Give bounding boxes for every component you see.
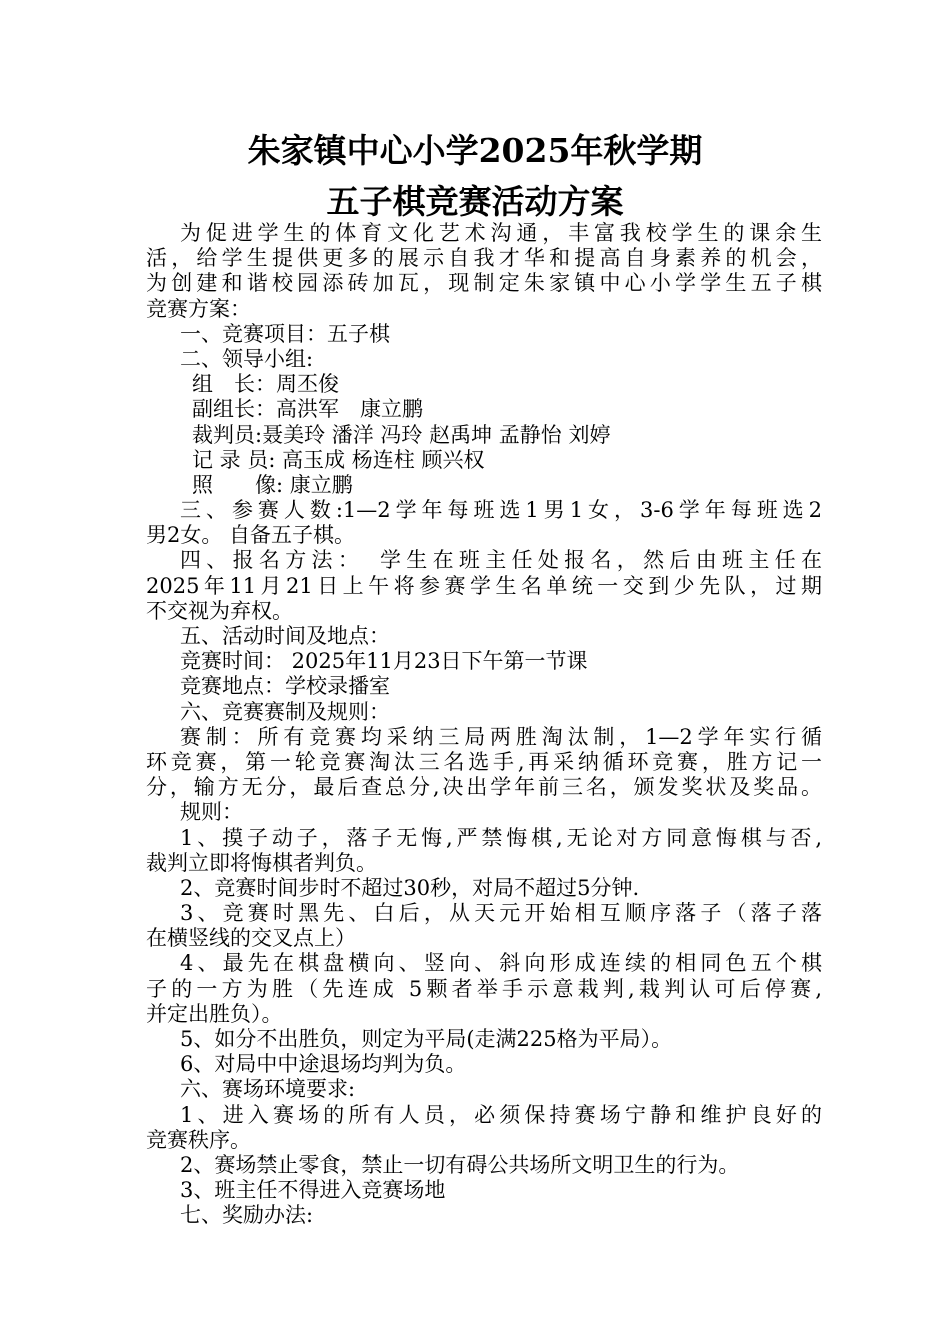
- document-body: [146, 221, 822, 1229]
- paragraph-line: 分，输方无分，最后查总分,决出学年前三名，颁发奖状及奖品。: [146, 775, 822, 800]
- requirement-line: 3、班主任不得进入竞赛场地: [180, 1178, 446, 1203]
- section-heading: 六、赛场环境要求:: [180, 1077, 356, 1102]
- member-line: 裁判员:聂美玲 潘洋 冯玲 赵禹坤 孟静怡 刘婷: [192, 422, 611, 447]
- paragraph-line: 不交视为弃权。: [146, 598, 293, 623]
- rule-line: 6、对局中中途退场均判为负。: [180, 1052, 467, 1077]
- member-line: 记 录 员: 高玉成 杨连柱 顾兴权: [192, 447, 485, 472]
- rule-line: 在横竖线的交叉点上）: [146, 926, 356, 951]
- section-heading: 六、竞赛赛制及规则：: [180, 699, 390, 724]
- paragraph-line: 四、报名方法： 学生在班主任处报名，然后由班主任在: [180, 548, 822, 573]
- rule-line: 5、如分不出胜负，则定为平局(走满225格为平局）。: [180, 1027, 673, 1051]
- section-heading: 二、领导小组:: [180, 346, 314, 371]
- requirement-line: 竞赛秩序。: [146, 1127, 251, 1152]
- rule-line: 2、竞赛时间步时不超过30秒，对局不超过5分钟.: [180, 875, 640, 900]
- rule-line: 3、竞赛时黑先、白后，从天元开始相互顺序落子（落子落: [180, 901, 822, 926]
- paragraph-line: 为创建和谐校园添砖加瓦，现制定朱家镇中心小学学生五子棋: [146, 271, 822, 296]
- paragraph-line: 为促进学生的体育文化艺术沟通，丰富我校学生的课余生: [180, 221, 822, 245]
- paragraph-line: 活，给学生提供更多的展示自我才华和提高自身素养的机会，: [146, 246, 822, 271]
- rule-line: 4、最先在棋盘横向、竖向、斜向形成连续的相同色五个棋: [180, 951, 822, 976]
- paragraph-line: 赛制：所有竞赛均采纳三局两胜淘汰制，1—2学年实行循: [180, 724, 822, 749]
- paragraph-line: 竞赛地点：学校录播室: [180, 674, 390, 699]
- paragraph-line: 竞赛方案：: [146, 296, 251, 321]
- requirement-line: 2、赛场禁止零食，禁止一切有碍公共场所文明卫生的行为。: [180, 1152, 740, 1177]
- member-line: 照 像: 康立鹏: [192, 472, 353, 497]
- section-heading: 一、竞赛项目：五子棋: [180, 321, 390, 346]
- member-line: 副组长：高洪军 康立鹏: [192, 397, 423, 422]
- rule-line: 裁判立即将悔棋者判负。: [146, 850, 377, 875]
- paragraph-line: 三、参赛人数:1—2学年每班选1男1女，3-6学年每班选2: [180, 498, 822, 523]
- paragraph-line: 规则：: [180, 800, 243, 825]
- rule-line: 并定出胜负）。: [146, 1001, 283, 1026]
- rule-line: 子的一方为胜（先连成 5颗者举手示意栽判,栽判认可后停赛,: [146, 976, 822, 1001]
- section-heading: 五、活动时间及地点：: [180, 624, 390, 648]
- rule-line: 1、摸子动子，落子无悔,严禁悔棋,无论对方同意悔棋与否,: [180, 825, 822, 850]
- paragraph-line: 环竞赛，第一轮竞赛淘汰三名选手,再采纳循环竞赛，胜方记一: [146, 749, 822, 774]
- requirement-line: 1、进入赛场的所有人员，必须保持赛场宁静和维护良好的: [180, 1102, 822, 1127]
- paragraph-line: 竞赛时间： 2025年11月23日下午第一节课: [180, 649, 588, 674]
- paragraph-line: 男2女。 自备五子棋。: [146, 523, 356, 548]
- document-title-line-1: 朱家镇中心小学2025年秋学期: [247, 131, 703, 170]
- document-title-line-2: 五子棋竞赛活动方案: [326, 182, 624, 221]
- paragraph-line: 2025年11月21日上午将参赛学生名单统一交到少先队，过期: [146, 573, 822, 598]
- member-line: 组 长：周丕俊: [192, 372, 339, 397]
- section-heading: 七、奖励办法:: [180, 1203, 314, 1228]
